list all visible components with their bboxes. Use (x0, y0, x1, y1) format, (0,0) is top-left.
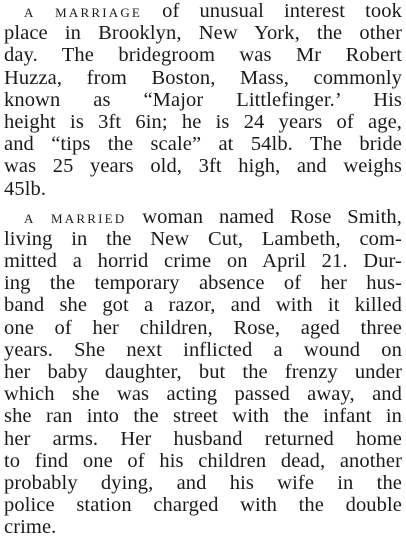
paragraph-crime (4, 206, 402, 536)
paragraph-line: and “tips the scale” at 54lb. The bride (4, 133, 402, 156)
paragraph-line: place in Brooklyn, New York, the other (4, 22, 402, 45)
lead-small-caps: A MARRIAGE (24, 5, 143, 20)
paragraph-line: Huzza, from Boston, Mass, commonly (4, 66, 402, 89)
paragraph-line: A MARRIED woman named Rose Smith, (24, 205, 402, 228)
paragraph-line: 45lb. (4, 177, 47, 200)
paragraph-line: years. She next inflicted a wound on (4, 338, 402, 361)
paragraph-line: was 25 years old, 3ft high, and weighs (4, 155, 402, 178)
paragraph-line: ing the temporary absence of her hus- (4, 272, 402, 295)
paragraph-line: day. The bridegroom was Mr Robert (4, 44, 402, 67)
paragraph-line: known as “Major Littlefinger.’ His (4, 88, 402, 111)
paragraph-line: one of her children, Rose, aged three (4, 316, 402, 339)
paragraph-line: living in the New Cut, Lambeth, com- (4, 227, 402, 250)
paragraph-line: her arms. Her husband returned home (4, 427, 402, 450)
paragraph-line: band she got a razor, and with it killed (4, 294, 402, 317)
paragraph-line: mitted a horrid crime on April 21. Dur- (4, 250, 402, 273)
paragraph-line: she ran into the street with the infant in (4, 405, 402, 428)
paragraph-line: crime. (4, 516, 57, 536)
paragraph-line: probably dying, and his wife in the (4, 471, 402, 494)
paragraph-line: police station charged with the double (4, 494, 402, 517)
paragraph-line: which she was acting passed away, and (4, 383, 402, 406)
paragraph-line: height is 3ft 6in; he is 24 years of age, (4, 110, 402, 133)
lead-small-caps: A MARRIED (24, 210, 127, 226)
paragraph-line: to find one of his children dead, another (4, 449, 402, 472)
paragraph-line: A MARRIAGE of unusual interest took (24, 0, 402, 22)
paragraph-marriage (4, 0, 402, 200)
paragraph-line: her baby daughter, but the frenzy under (4, 361, 402, 383)
